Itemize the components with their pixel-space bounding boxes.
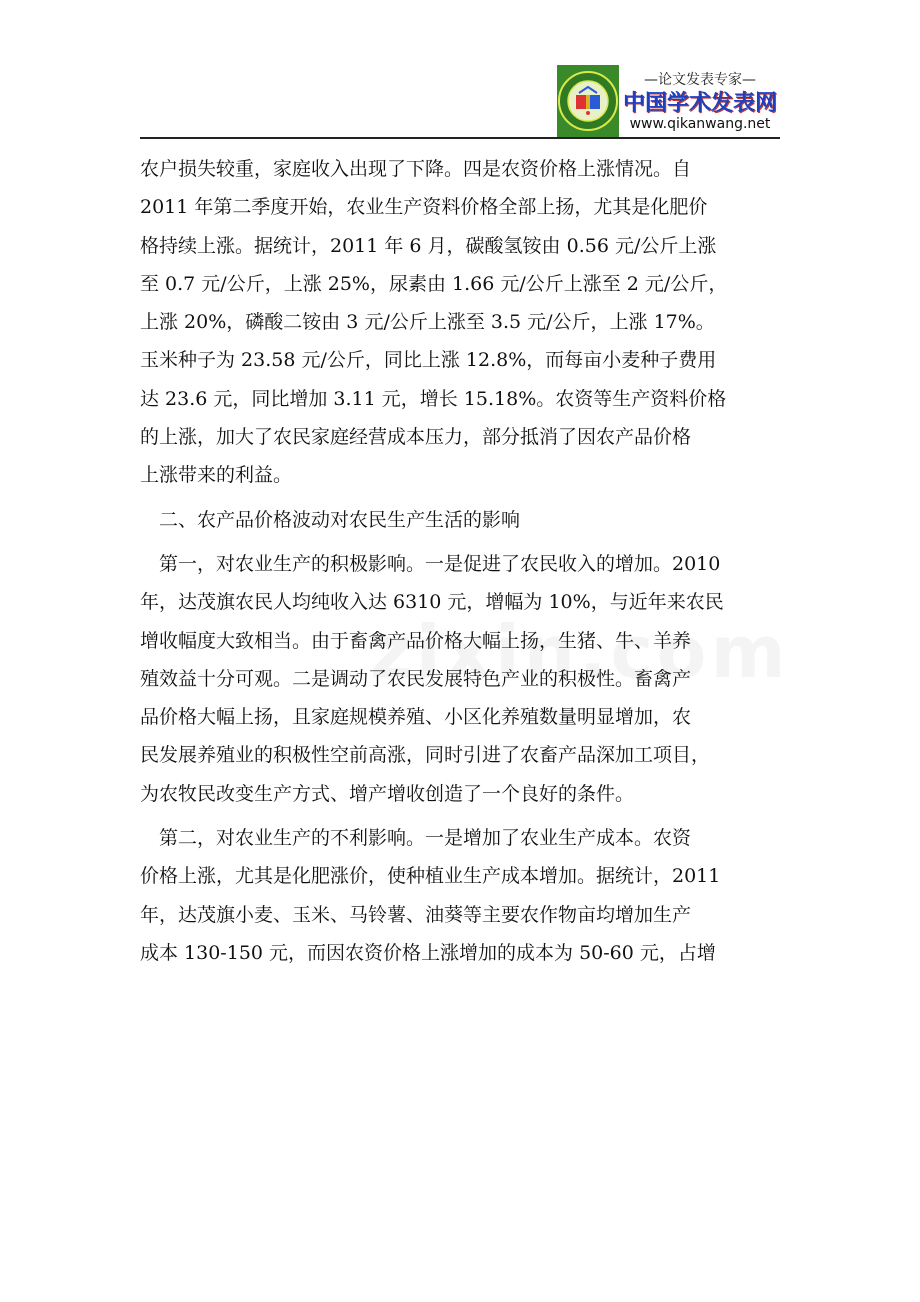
text-line: 增收幅度大致相当。由于畜禽产品价格大幅上扬，生猪、牛、羊养 (140, 629, 692, 652)
text-line: 上涨 20%，磷酸二铵由 3 元/公斤上涨至 3.5 元/公斤，上涨 17%。 (140, 311, 715, 334)
text-line: 民发展养殖业的积极性空前高涨，同时引进了农畜产品深加工项目， (140, 744, 711, 767)
text-line: 成本 130-150 元，而因农资价格上涨增加的成本为 50-60 元，占增 (140, 941, 716, 964)
text-line: 的上涨，加大了农民家庭经营成本压力，部分抵消了因农产品价格 (140, 426, 692, 449)
logo-url: www.qikanwang.net (629, 116, 771, 132)
text-line: 年，达茂旗农民人均纯收入达 6310 元，增幅为 10%，与近年来农民 (140, 591, 724, 614)
text-line: 为农牧民改变生产方式、增产增收创造了一个良好的条件。 (140, 782, 635, 805)
logo-tagline: —论文发表专家— (644, 72, 756, 88)
text-line: 第一，对农业生产的积极影响。一是促进了农民收入的增加。2010 (140, 552, 721, 575)
paragraph-4 (140, 819, 780, 972)
text-line: 上涨带来的利益。 (140, 464, 293, 487)
text-line: 格持续上涨。据统计，2011 年 6 月，碳酸氢铵由 0.56 元/公斤上涨 (140, 234, 717, 257)
section-heading (140, 501, 780, 539)
paragraph-3 (140, 545, 780, 813)
section-heading-text: 二、农产品价格波动对农民生产生活的影响 (140, 508, 521, 531)
text-line: 品价格大幅上扬，且家庭规模养殖、小区化养殖数量明显增加，农 (140, 706, 692, 729)
text-line: 殖效益十分可观。二是调动了农民发展特色产业的积极性。畜禽产 (140, 667, 692, 690)
text-line: 第二，对农业生产的不利影响。一是增加了农业生产成本。农资 (140, 827, 692, 850)
text-line: 年，达茂旗小麦、玉米、马铃薯、油葵等主要农作物亩均增加生产 (140, 903, 692, 926)
text-line: 农户损失较重，家庭收入出现了下降。四是农资价格上涨情况。自 (140, 158, 692, 180)
document-body (140, 150, 780, 972)
text-line: 至 0.7 元/公斤，上涨 25%，尿素由 1.66 元/公斤上涨至 2 元/公斤， (140, 272, 728, 295)
text-line: 价格上涨，尤其是化肥涨价，使种植业生产成本增加。据统计，2011 (140, 865, 721, 888)
site-logo (557, 65, 780, 137)
seal-emblem-icon (557, 65, 619, 137)
paragraph-1 (140, 150, 780, 495)
text-line: 玉米种子为 23.58 元/公斤，同比上涨 12.8%，而每亩小麦种子费用 (140, 349, 717, 372)
text-line: 达 23.6 元，同比增加 3.11 元，增长 15.18%。农资等生产资料价格 (140, 387, 727, 410)
logo-site-name: 中国学术发表网 (622, 91, 777, 116)
text-line: 2011 年第二季度开始，农业生产资料价格全部上扬，尤其是化肥价 (140, 196, 708, 219)
header-divider (140, 137, 780, 139)
